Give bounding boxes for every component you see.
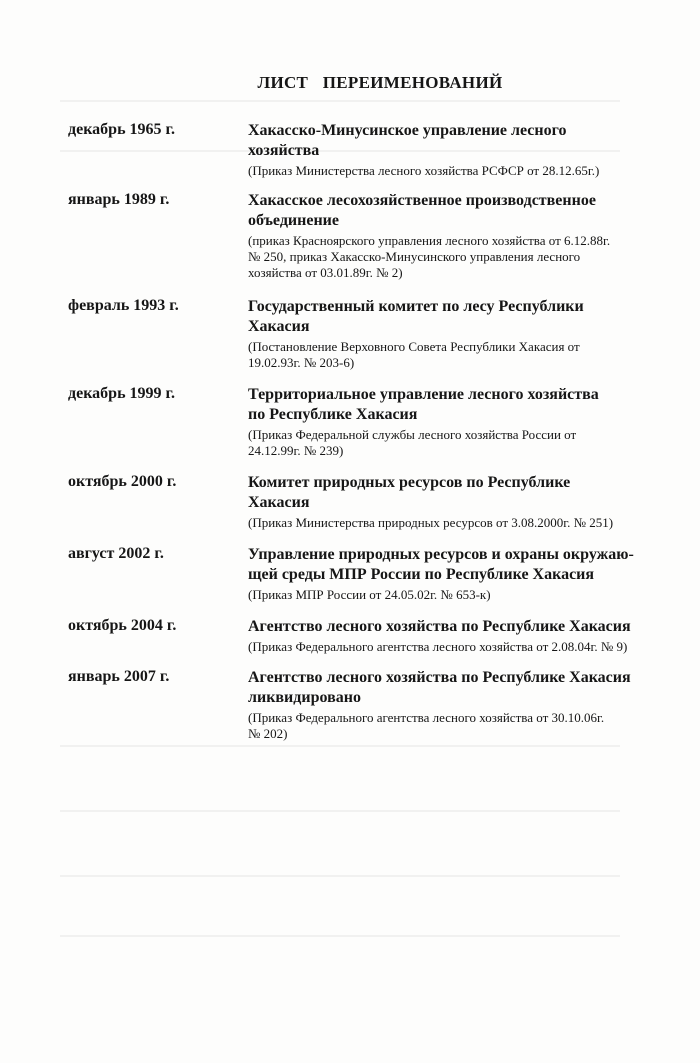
entry-body xyxy=(248,385,658,459)
entry-org-name xyxy=(248,473,658,513)
entry-order xyxy=(248,163,658,179)
show-through-line xyxy=(60,810,620,812)
order-line: № 202) xyxy=(248,726,288,741)
entry-org-name xyxy=(248,668,658,708)
org-name-line: ликвидировано xyxy=(248,689,361,706)
order-line: (Приказ МПР России от 24.05.02г. № 653-к) xyxy=(248,587,491,602)
order-line: 24.12.99г. № 239) xyxy=(248,443,344,458)
org-name-line: Хакасия xyxy=(248,494,310,511)
entry-body xyxy=(248,473,658,531)
entry-body xyxy=(248,121,658,179)
org-name-line: Территориальное управление лесного хозяйства xyxy=(248,386,599,403)
entry-org-name xyxy=(248,545,658,585)
entry-order xyxy=(248,515,658,531)
entry-org-name xyxy=(248,617,658,637)
order-line: (приказ Красноярского управления лесного хозяйства от 6.12.88г. xyxy=(248,233,611,248)
show-through-line xyxy=(60,745,620,747)
entry-body xyxy=(248,297,658,371)
entry-date: декабрь 1999 г. xyxy=(68,385,175,402)
org-name-line: Хакасское лесохозяйственное производственное xyxy=(248,192,596,209)
entry-date: декабрь 1965 г. xyxy=(68,121,175,138)
org-name-line: Хакасско-Минусинское управление лесного xyxy=(248,122,567,139)
org-name-line: объединение xyxy=(248,212,339,229)
entry-body xyxy=(248,617,658,655)
entry-order xyxy=(248,710,658,742)
show-through-line xyxy=(60,935,620,937)
org-name-line: Агентство лесного хозяйства по Республике Хакасия xyxy=(248,618,631,635)
org-name-line: хозяйства xyxy=(248,142,320,159)
org-name-line: щей среды МПР России по Республике Хакасия xyxy=(248,566,595,583)
entry-date: октябрь 2000 г. xyxy=(68,473,177,490)
page-title: ЛИСТ ПЕРЕИМЕНОВАНИЙ xyxy=(257,73,503,92)
order-line: (Постановление Верховного Совета Республики Хакасия от xyxy=(248,339,580,354)
order-line: хозяйства от 03.01.89г. № 2) xyxy=(248,265,403,280)
org-name-line: Агентство лесного хозяйства по Республике Хакасия xyxy=(248,669,631,686)
org-name-line: Управление природных ресурсов и охраны окружаю- xyxy=(248,546,634,563)
order-line: 19.02.93г. № 203-6) xyxy=(248,355,355,370)
entry-order xyxy=(248,339,658,371)
order-line: (Приказ Федерального агентства лесного хозяйства от 2.08.04г. № 9) xyxy=(248,639,628,654)
entry-org-name xyxy=(248,297,658,337)
entry-date: август 2002 г. xyxy=(68,545,164,562)
show-through-line xyxy=(60,100,620,102)
order-line: (Приказ Федерального агентства лесного хозяйства от 30.10.06г. xyxy=(248,710,605,725)
order-line: (Приказ Министерства лесного хозяйства РСФСР от 28.12.65г.) xyxy=(248,163,600,178)
entry-org-name xyxy=(248,121,658,161)
org-name-line: Комитет природных ресурсов по Республике xyxy=(248,474,571,491)
entry-date: февраль 1993 г. xyxy=(68,297,179,314)
entry-order xyxy=(248,427,658,459)
order-line: (Приказ Федеральной службы лесного хозяйства России от xyxy=(248,427,577,442)
org-name-line: по Республике Хакасия xyxy=(248,406,418,423)
entry-date: январь 1989 г. xyxy=(68,191,170,208)
order-line: (Приказ Министерства природных ресурсов от 3.08.2000г. № 251) xyxy=(248,515,614,530)
show-through-line xyxy=(60,875,620,877)
org-name-line: Государственный комитет по лесу Республики xyxy=(248,298,584,315)
entry-date: январь 2007 г. xyxy=(68,668,170,685)
order-line: № 250, приказ Хакасско-Минусинского управления лесного xyxy=(248,249,581,264)
entry-body xyxy=(248,545,658,603)
org-name-line: Хакасия xyxy=(248,318,310,335)
entry-body xyxy=(248,668,658,742)
entry-org-name xyxy=(248,191,658,231)
entry-order xyxy=(248,639,658,655)
entry-order xyxy=(248,233,658,281)
entry-date: октябрь 2004 г. xyxy=(68,617,177,634)
entry-org-name xyxy=(248,385,658,425)
entry-order xyxy=(248,587,658,603)
entry-body xyxy=(248,191,658,281)
